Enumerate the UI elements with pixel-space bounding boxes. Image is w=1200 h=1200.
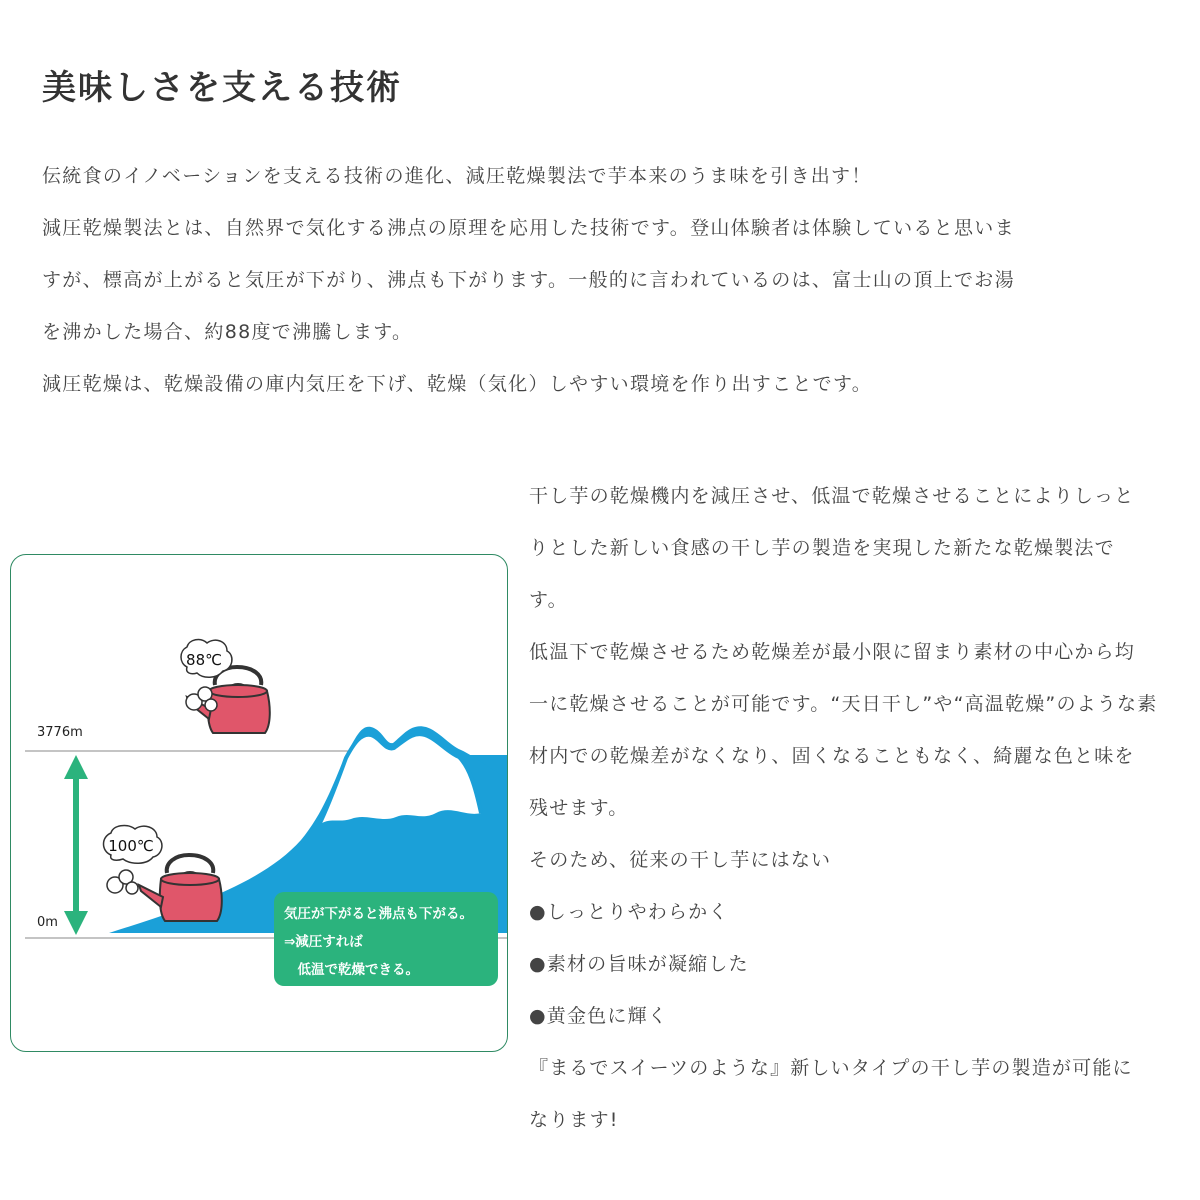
steam-icon-bottom xyxy=(107,870,138,894)
body-line: す。 xyxy=(529,589,568,611)
altitude-label-top: 3776m xyxy=(37,725,83,740)
altitude-label-bottom: 0m xyxy=(37,915,58,930)
kettle-icon-bottom xyxy=(139,855,222,921)
intro-line: 伝統食のイノベーションを支える技術の進化、減圧乾燥製法で芋本来のうま味を引き出す！ xyxy=(42,165,872,187)
intro-line: 減圧乾燥は、乾燥設備の庫内気圧を下げ、乾燥（気化）しやすい環境を作り出すことです。 xyxy=(42,373,873,395)
intro-line: 減圧乾燥製法とは、自然界で気化する沸点の原理を応用した技術です。登山体験者は体験していると思いま xyxy=(42,217,1015,239)
body-line: りとした新しい食感の干し芋の製造を実現した新たな乾燥製法で xyxy=(529,537,1115,559)
temp-label-top: 88℃ xyxy=(186,651,222,669)
intro-line: すが、標高が上がると気圧が下がり、沸点も下がります。一般的に言われているのは、富士山の頂上でお湯 xyxy=(42,269,1015,291)
body-line: 干し芋の乾燥機内を減圧させ、低温で乾燥させることによりしっと xyxy=(529,485,1135,507)
note-line: 低温で乾燥できる。 xyxy=(284,962,419,978)
intro-line: を沸かした場合、約88度で沸騰します。 xyxy=(42,321,413,343)
body-line: 残せます。 xyxy=(529,797,629,819)
bullet-item: ●しっとりやわらかく xyxy=(529,901,729,923)
intro-text xyxy=(42,150,1152,410)
boiling-point-diagram xyxy=(10,554,508,1052)
body-line: 材内での乾燥差がなくなり、固くなることもなく、綺麗な色と味を xyxy=(529,745,1135,767)
body-line: なります! xyxy=(529,1109,619,1131)
arrow-up-icon xyxy=(64,755,88,779)
body-line: 一に乾燥させることが可能です。“天日干し”や“高温乾燥”のような素 xyxy=(529,693,1158,715)
temp-bubble-bottom xyxy=(104,826,162,864)
temp-label-bottom: 100℃ xyxy=(108,837,154,855)
body-line: そのため、従来の干し芋にはない xyxy=(529,849,832,871)
page-title: 美味しさを支える技術 xyxy=(42,68,402,108)
body-line: 低温下で乾燥させるため乾燥差が最小限に留まり素材の中心から均 xyxy=(529,641,1136,663)
bullet-item: ●素材の旨味が凝縮した xyxy=(529,953,749,975)
note-line: 気圧が下がると沸点も下がる。 xyxy=(284,906,473,922)
body-line: 『まるでスイーツのような』新しいタイプの干し芋の製造が可能に xyxy=(529,1057,1133,1079)
note-line: ⇒減圧すれば xyxy=(284,934,363,950)
right-text xyxy=(529,470,1194,1146)
arrow-down-icon xyxy=(64,911,88,935)
bullet-item: ●黄金色に輝く xyxy=(529,1005,668,1027)
pressure-note xyxy=(274,892,498,986)
